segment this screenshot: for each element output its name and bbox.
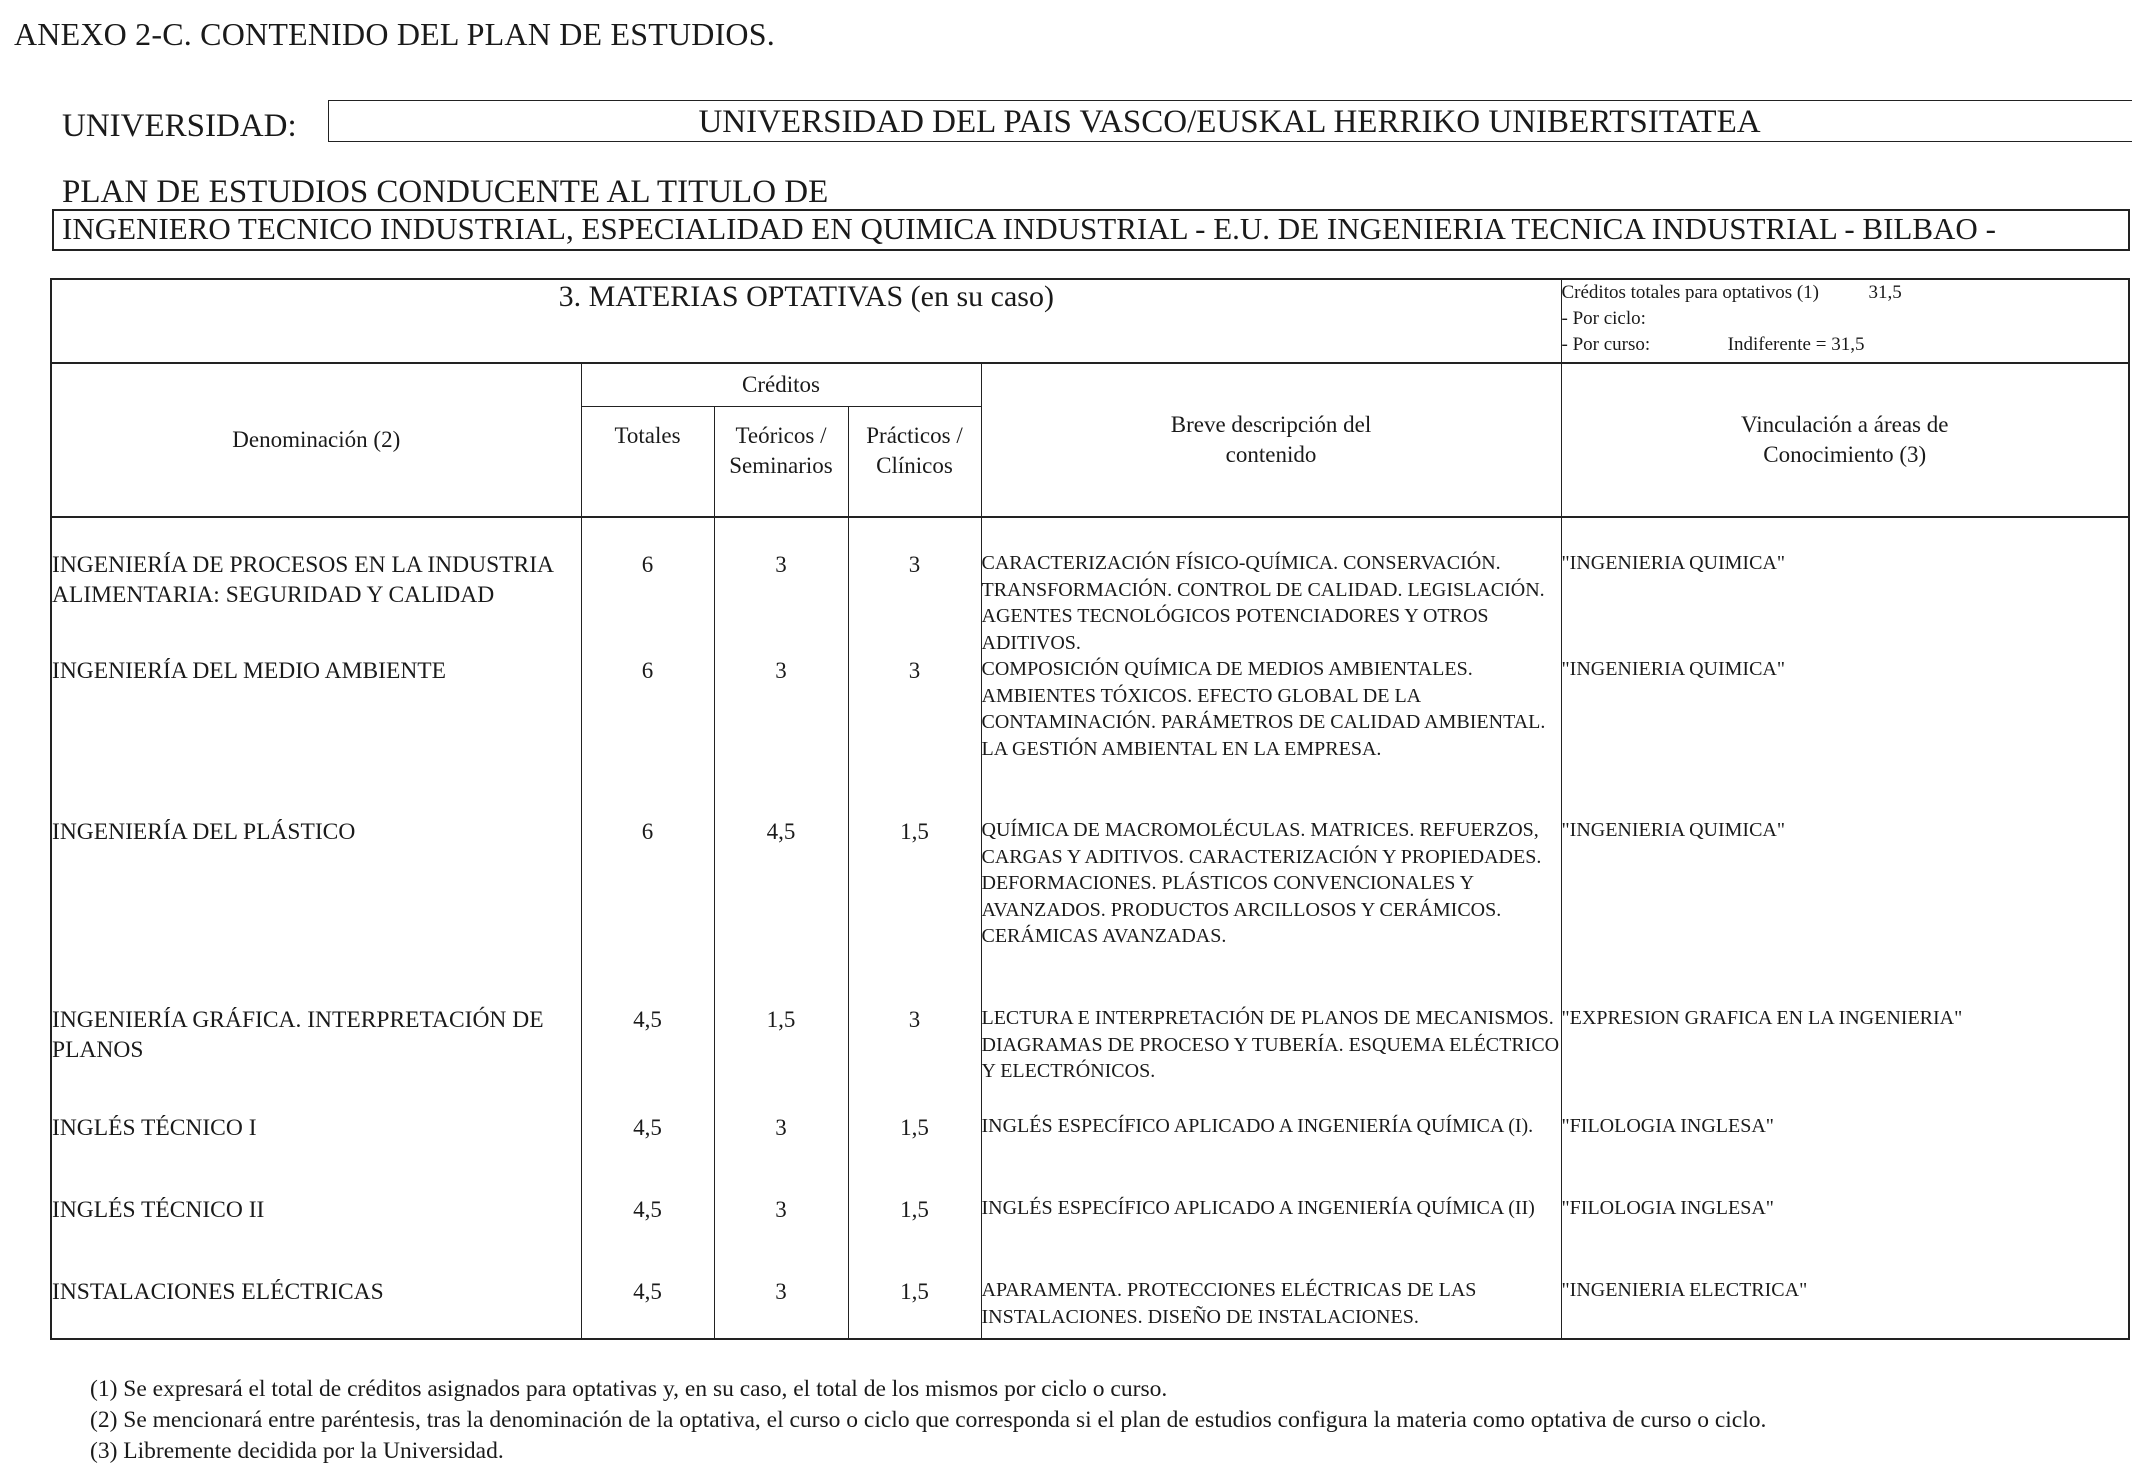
row-teoricos: 3 <box>714 656 848 817</box>
plan-label: PLAN DE ESTUDIOS CONDUCENTE AL TITULO DE <box>62 174 829 210</box>
row-vinculacion: "EXPRESION GRAFICA EN LA INGENIERIA" <box>1561 1005 2129 1113</box>
row-practicos: 1,5 <box>848 817 981 1005</box>
header-teoricos-line1: Teóricos / <box>735 423 827 448</box>
row-totales: 4,5 <box>581 1113 714 1195</box>
row-teoricos: 1,5 <box>714 1005 848 1113</box>
row-practicos: 1,5 <box>848 1113 981 1195</box>
row-name: INGLÉS TÉCNICO I <box>51 1113 581 1195</box>
plan-title: INGENIERO TECNICO INDUSTRIAL, ESPECIALIDAD EN QUIMICA INDUSTRIAL - E.U. DE INGENIERIA TECNICA INDUSTRIAL - BILBAO - <box>62 211 1996 246</box>
summary-por-curso-value: Indiferente = 31,5 <box>1727 334 1865 355</box>
footnote-1: (1) Se expresará el total de créditos asignados para optativas y, en su caso, el total de los mismos por ciclo o curso. <box>90 1376 1168 1402</box>
summary-por-curso-row <box>1562 332 2129 358</box>
row-totales: 6 <box>581 656 714 817</box>
optional-subjects-table <box>50 278 2130 1340</box>
table-row <box>51 517 2129 656</box>
credits-summary <box>1561 279 2129 363</box>
table-row <box>51 1195 2129 1277</box>
row-practicos: 3 <box>848 1005 981 1113</box>
row-vinculacion: "INGENIERIA ELECTRICA" <box>1561 1277 2129 1339</box>
row-name: INGENIERÍA DE PROCESOS EN LA INDUSTRIA ALIMENTARIA: SEGURIDAD Y CALIDAD <box>51 517 581 656</box>
university-label: UNIVERSIDAD: <box>62 108 297 144</box>
row-descripcion: QUÍMICA DE MACROMOLÉCULAS. MATRICES. REFUERZOS, CARGAS Y ADITIVOS. CARACTERIZACIÓN Y PROPIEDADES. DEFORMACIONES. PLÁSTICOS CONVENCIONALES Y AVANZADOS. PRODUCTOS ARCILLOSOS Y CERÁMICOS. CERÁMICAS AVANZADAS. <box>981 817 1561 1005</box>
header-vinculacion-line2: Conocimiento (3) <box>1763 442 1927 467</box>
table-row <box>51 817 2129 1005</box>
row-name: INGLÉS TÉCNICO II <box>51 1195 581 1277</box>
header-row-1 <box>51 363 2129 407</box>
header-vinculacion <box>1561 363 2129 517</box>
table-title-row <box>51 279 2129 363</box>
row-vinculacion: "INGENIERIA QUIMICA" <box>1561 656 2129 817</box>
table-row <box>51 656 2129 817</box>
row-name: INGENIERÍA DEL MEDIO AMBIENTE <box>51 656 581 817</box>
header-creditos: Créditos <box>581 363 981 407</box>
row-totales: 4,5 <box>581 1005 714 1113</box>
row-totales: 6 <box>581 817 714 1005</box>
table-row <box>51 1277 2129 1339</box>
header-teoricos-line2: Seminarios <box>729 453 833 478</box>
row-practicos: 1,5 <box>848 1195 981 1277</box>
header-denominacion-text: Denominación (2) <box>232 427 401 452</box>
table-row <box>51 1005 2129 1113</box>
header-vinculacion-line1: Vinculación a áreas de <box>1741 412 1949 437</box>
row-name: INGENIERÍA GRÁFICA. INTERPRETACIÓN DE PLANOS <box>51 1005 581 1113</box>
header-teoricos <box>714 407 848 518</box>
row-practicos: 3 <box>848 517 981 656</box>
header-descripcion-line2: contenido <box>1225 442 1317 467</box>
row-name: INSTALACIONES ELÉCTRICAS <box>51 1277 581 1339</box>
header-totales-text: Totales <box>614 423 681 448</box>
footnote-3: (3) Libremente decidida por la Universidad. <box>90 1438 504 1464</box>
row-vinculacion: "FILOLOGIA INGLESA" <box>1561 1195 2129 1277</box>
row-totales: 4,5 <box>581 1277 714 1339</box>
header-descripcion <box>981 363 1561 517</box>
summary-total-label: Créditos totales para optativos (1) <box>1561 282 1819 303</box>
row-descripcion: APARAMENTA. PROTECCIONES ELÉCTRICAS DE LAS INSTALACIONES. DISEÑO DE INSTALACIONES. <box>981 1277 1561 1339</box>
row-teoricos: 3 <box>714 1277 848 1339</box>
header-practicos <box>848 407 981 518</box>
row-vinculacion: "INGENIERIA QUIMICA" <box>1561 517 2129 656</box>
row-vinculacion: "FILOLOGIA INGLESA" <box>1561 1113 2129 1195</box>
row-teoricos: 3 <box>714 1195 848 1277</box>
row-teoricos: 3 <box>714 517 848 656</box>
table-title: 3. MATERIAS OPTATIVAS (en su caso) <box>51 279 1561 363</box>
summary-por-curso-label: - Por curso: <box>1561 334 1651 355</box>
row-descripcion: INGLÉS ESPECÍFICO APLICADO A INGENIERÍA QUÍMICA (I). <box>981 1113 1561 1195</box>
table-row <box>51 1113 2129 1195</box>
row-descripcion: COMPOSICIÓN QUÍMICA DE MEDIOS AMBIENTALES. AMBIENTES TÓXICOS. EFECTO GLOBAL DE LA CONTAMINACIÓN. PARÁMETROS DE CALIDAD AMBIENTAL. LA GESTIÓN AMBIENTAL EN LA EMPRESA. <box>981 656 1561 817</box>
header-practicos-line1: Prácticos / <box>866 423 963 448</box>
header-descripcion-line1: Breve descripción del <box>1170 412 1372 437</box>
row-descripcion: LECTURA E INTERPRETACIÓN DE PLANOS DE MECANISMOS. DIAGRAMAS DE PROCESO Y TUBERÍA. ESQUEMA ELÉCTRICO Y ELECTRÓNICOS. <box>981 1005 1561 1113</box>
row-teoricos: 3 <box>714 1113 848 1195</box>
row-vinculacion: "INGENIERIA QUIMICA" <box>1561 817 2129 1005</box>
row-descripcion: CARACTERIZACIÓN FÍSICO-QUÍMICA. CONSERVACIÓN. TRANSFORMACIÓN. CONTROL DE CALIDAD. LEGISLACIÓN. AGENTES TECNOLÓGICOS POTENCIADORES Y OTROS ADITIVOS. <box>981 517 1561 656</box>
row-totales: 4,5 <box>581 1195 714 1277</box>
summary-total-value: 31,5 <box>1868 282 1902 303</box>
header-denominacion <box>51 363 581 517</box>
row-practicos: 1,5 <box>848 1277 981 1339</box>
footnote-2: (2) Se mencionará entre paréntesis, tras la denominación de la optativa, el curso o ciclo que corresponda si el plan de estudios configura la materia como optativa de curso o ciclo. <box>90 1407 1767 1433</box>
row-name: INGENIERÍA DEL PLÁSTICO <box>51 817 581 1005</box>
annex-title: ANEXO 2-C. CONTENIDO DEL PLAN DE ESTUDIOS. <box>14 16 775 52</box>
university-name: UNIVERSIDAD DEL PAIS VASCO/EUSKAL HERRIKO UNIBERTSITATEA <box>698 104 1761 140</box>
summary-por-ciclo: - Por ciclo: <box>1561 308 1646 329</box>
row-teoricos: 4,5 <box>714 817 848 1005</box>
header-totales <box>581 407 714 518</box>
header-practicos-line2: Clínicos <box>876 453 953 478</box>
row-totales: 6 <box>581 517 714 656</box>
row-descripcion: INGLÉS ESPECÍFICO APLICADO A INGENIERÍA QUÍMICA (II) <box>981 1195 1561 1277</box>
summary-total-row <box>1562 280 2129 306</box>
row-practicos: 3 <box>848 656 981 817</box>
